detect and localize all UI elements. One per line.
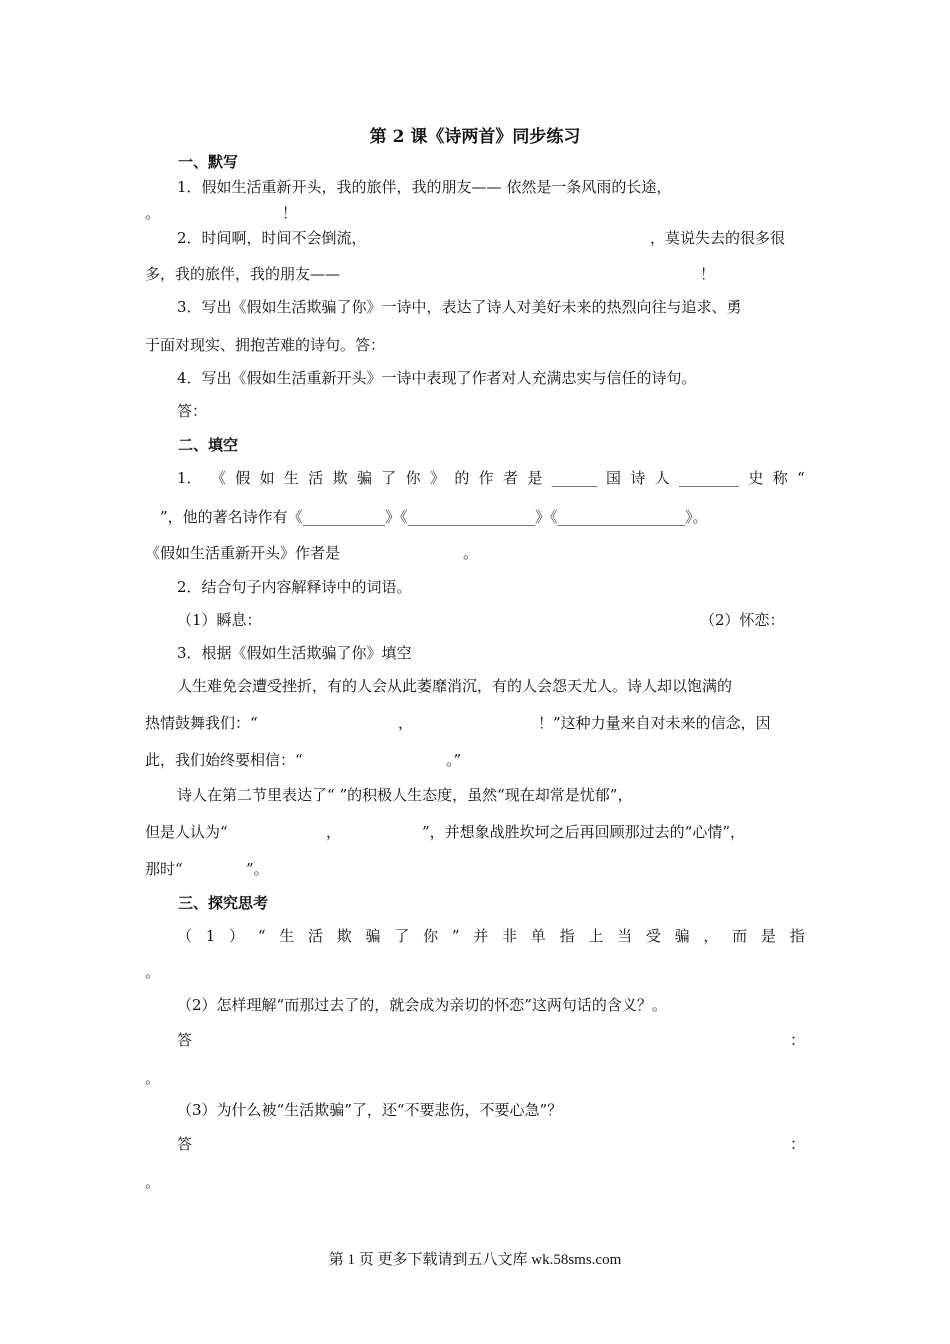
s2-q1-line2: ”，他的著名诗作有《___________》《_________________》《_________________》。 xyxy=(160,508,708,526)
s2-p2-line2-a: 但是人认为“ xyxy=(145,823,228,841)
page-title: 第 2 课《诗两首》同步练习 xyxy=(369,127,581,147)
s3-q3-answer-label: 答 xyxy=(177,1135,193,1153)
section-heading-inquiry: 三、探究思考 xyxy=(178,894,269,912)
s1-q2-text-a: 2．时间啊，时间不会倒流， xyxy=(177,229,367,247)
page-footer: 第 1 页 更多下载请到五八文库 wk.58sms.com xyxy=(328,1252,622,1268)
s2-p1-line2-c: ！”这种力量来自对未来的信念，因 xyxy=(538,714,771,732)
s2-p2-line2-b: ， xyxy=(326,823,342,841)
s1-q2-text-b: ，莫说失去的很多很 xyxy=(650,229,786,247)
s3-q3-cont: 。 xyxy=(145,1173,161,1191)
s1-q1-cont-a: 。 xyxy=(145,204,161,222)
s3-q1-cont: 。 xyxy=(145,963,161,981)
s3-q3-text: （3）为什么被“生活欺骗”了，还“不要悲伤，不要心急”？ xyxy=(177,1101,563,1119)
s2-p2-line1: 诗人在第二节里表达了“ ”的积极人生态度，虽然“现在却常是忧郁”， xyxy=(177,786,633,804)
s2-q2-text: 2．结合句子内容解释诗中的词语。 xyxy=(177,578,412,596)
s2-p2-line3-b: ”。 xyxy=(246,860,269,878)
s1-q3-text: 3．写出《假如生活欺骗了你》一诗中，表达了诗人对美好未来的热烈向往与追求、勇 xyxy=(177,298,742,316)
s1-q2-cont-b: ！ xyxy=(700,265,716,283)
s2-p1-line1: 人生难免会遭受挫折，有的人会从此萎靡消沉，有的人会怨天尤人。诗人却以饱满的 xyxy=(177,677,733,695)
s3-q2-answer-label: 答 xyxy=(177,1031,193,1049)
s2-p2-line3-a: 那时“ xyxy=(145,860,183,878)
s1-q1-cont-b: ！ xyxy=(282,204,298,222)
s2-q2-sub2: （2）怀恋： xyxy=(700,611,785,629)
s2-p1-line2-a: 热情鼓舞我们：“ xyxy=(145,714,258,732)
s2-q1-line3-a: 《假如生活重新开头》作者是 xyxy=(145,544,341,562)
s2-p1-line3-a: 此，我们始终要相信：“ xyxy=(145,751,303,769)
s2-q2-sub1: （1）瞬息： xyxy=(177,611,262,629)
s3-q2-cont: 。 xyxy=(145,1069,161,1087)
section-heading-fill-blank: 二、填空 xyxy=(178,436,239,454)
s3-q2-answer-colon: ： xyxy=(790,1031,806,1049)
s1-q3-cont: 于面对现实、拥抱苦难的诗句。答： xyxy=(145,336,386,354)
s1-q4-answer-label: 答： xyxy=(177,402,208,420)
s3-q2-text: （2）怎样理解“而那过去了的，就会成为亲切的怀恋”这两句话的含义？。 xyxy=(177,996,667,1014)
s2-q1-line3-b: 。 xyxy=(463,544,479,562)
s2-q3-text: 3．根据《假如生活欺骗了你》填空 xyxy=(177,644,412,662)
s2-p1-line3-b: 。” xyxy=(446,751,462,769)
s2-p2-line2-c: ”，并想象战胜坎坷之后再回顾那过去的“心情”， xyxy=(422,823,746,841)
s1-q2-cont-a: 多，我的旅伴，我的朋友—— xyxy=(145,265,341,283)
s3-q1-line1: （ 1 ） “ 生 活 欺 骗 了 你 ” 并 非 单 指 上 当 受 骗 ， 而 是 指 xyxy=(177,927,805,945)
s2-q1-line1: 1． 《 假 如 生 活 欺 骗 了 你 》 的 作 者 是 ______ 国 诗 人 ________ 史 称 “ xyxy=(177,469,805,487)
section-heading-dictation: 一、默写 xyxy=(178,153,239,171)
s1-q4-text: 4．写出《假如生活重新开头》一诗中表现了作者对人充满忠实与信任的诗句。 xyxy=(177,369,697,387)
s2-p1-line2-b: ， xyxy=(398,714,414,732)
s3-q3-answer-colon: ： xyxy=(790,1135,806,1153)
s1-q1-text: 1．假如生活重新开头，我的旅伴，我的朋友—— 依然是一条风雨的长途， xyxy=(177,178,672,196)
